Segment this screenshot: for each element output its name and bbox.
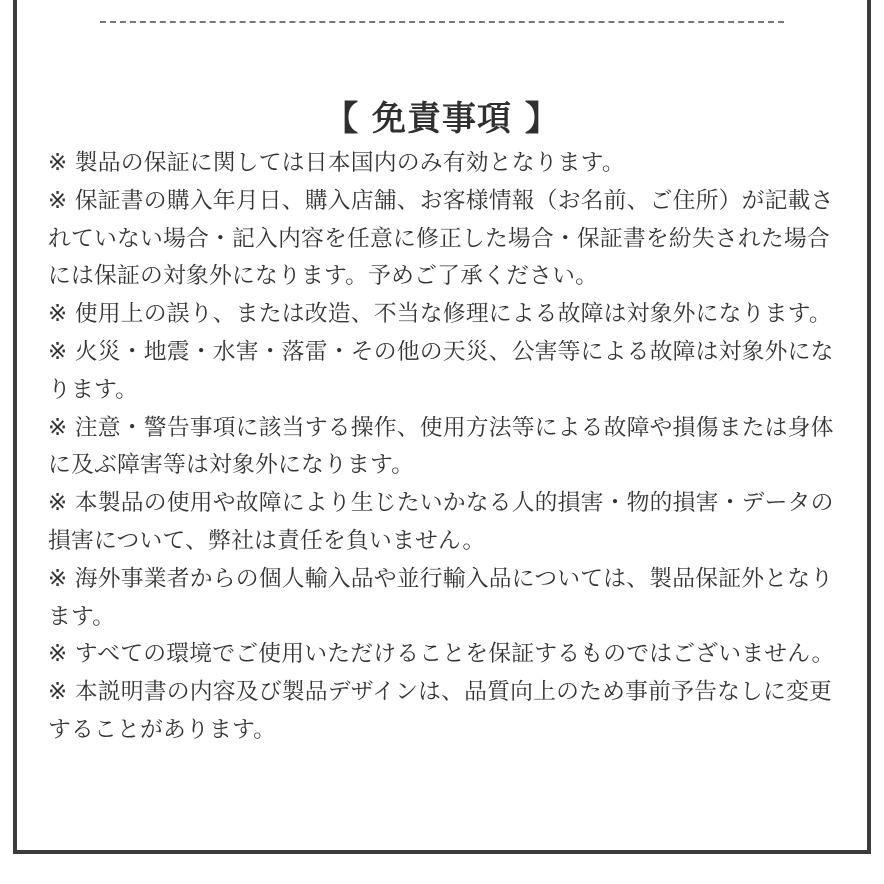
disclaimer-item-warning-violation: ※ 注意・警告事項に該当する操作、使用方法等による故障や損傷または身体に及ぶ障害等は対象外になります。 — [48, 414, 834, 479]
disclaimer-item-domestic-warranty: ※ 製品の保証に関しては日本国内のみ有効となります。 — [48, 150, 625, 176]
disclaimer-item-warranty-card: ※ 保証書の購入年月日、購入店舗、お客様情報（お名前、ご住所）が記載されていない場合・記入内容を任意に修正した場合・保証書を紛失された場合には保証の対象外になります。予めご了承ください。 — [48, 187, 834, 290]
disclaimer-item-compatibility: ※ すべての環境でご使用いただけることを保証するものではございません。 — [48, 641, 835, 668]
disclaimer-list — [48, 145, 848, 750]
disclaimer-item-misuse: ※ 使用上の誤り、または改造、不当な修理による故障は対象外になります。 — [48, 301, 832, 328]
disclaimer-item-liability: ※ 本製品の使用や故障により生じたいかなる人的損害・物的損害・データの損害について、弊社は責任を負いません。 — [48, 490, 834, 554]
disclaimer-item-natural-disaster: ※ 火災・地震・水害・落雷・その他の天災、公害等による故障は対象外になります。 — [48, 338, 834, 403]
disclaimer-item-personal-import: ※ 海外事業者からの個人輸入品や並行輸入品については、製品保証外となります。 — [48, 565, 834, 630]
disclaimer-item-design-change: ※ 本説明書の内容及び製品デザインは、品質向上のため事前予告なしに変更することがあります。 — [48, 679, 833, 743]
dashed-divider — [100, 21, 784, 23]
disclaimer-title: 【 免責事項 】 — [324, 98, 560, 139]
